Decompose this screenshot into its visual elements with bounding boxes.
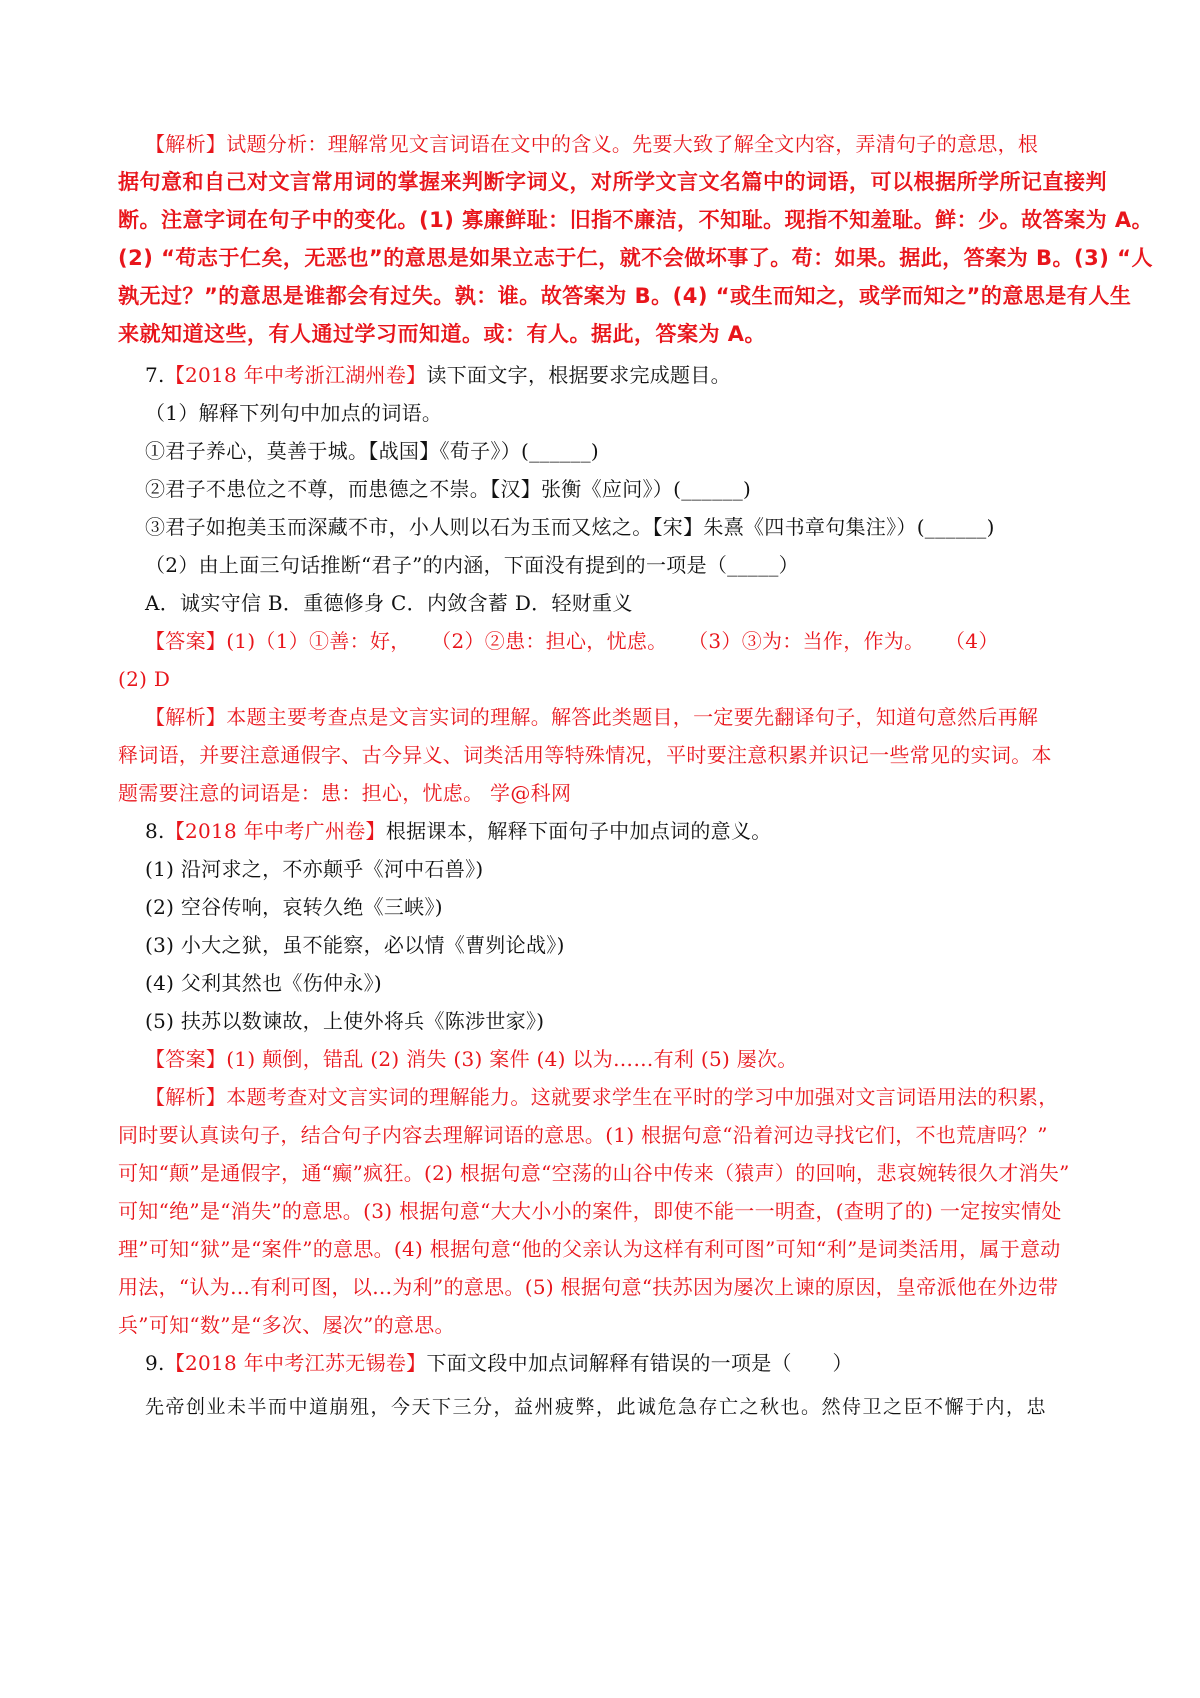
- analysis-text: 本题主要考查点是文言实词的理解。解答此类题目，一定要先翻译句子，知道句意然后再解: [226, 705, 1039, 729]
- question-7-options: A．诚实守信 B．重德修身 C．内敛含蓄 D．轻财重义: [145, 591, 633, 615]
- question-7-answer: [145, 625, 1125, 657]
- question-8-item-4: (4) 父利其然也《伤仲永》): [145, 971, 382, 995]
- question-source: 【2018 年中考浙江湖州卷】: [164, 363, 427, 387]
- question-source: 【2018 年中考广州卷】: [164, 819, 386, 843]
- question-8-analysis-7: 兵”可知“数”是“多次、屡次”的意思。: [118, 1313, 455, 1337]
- analysis-tag: 【解析】: [145, 705, 227, 729]
- question-text: 读下面文字，根据要求完成题目。: [426, 363, 731, 387]
- question-7-header: [145, 359, 1125, 391]
- analysis-tag: 【解析】: [145, 132, 227, 156]
- question-9-passage: 先帝创业未半而中道崩殂，今天下三分，益州疲弊，此诚危急存亡之秋也。然侍卫之臣不懈于内，忠: [145, 1396, 1048, 1418]
- analysis-line-3: 断。注意字词在句子中的变化。(1) 寡廉鲜耻：旧指不廉洁，不知耻。现指不知羞耻。鲜：少。故答案为 A。: [118, 208, 1154, 232]
- question-8-item-3: (3) 小大之狱，虽不能察，必以情《曹刿论战》): [145, 933, 565, 957]
- question-7-analysis-2: 释词语，并要注意通假字、古今异义、词类活用等特殊情况，平时要注意积累并识记一些常见的实词。本: [118, 743, 1052, 767]
- question-7-analysis-3: 题需要注意的词语是：患：担心，忧虑。 学@科网: [118, 781, 572, 805]
- question-text: 根据课本，解释下面句子中加点词的意义。: [385, 819, 772, 843]
- answer-tag: 【答案】: [145, 1047, 227, 1071]
- question-8-item-2: (2) 空谷传响，哀转久绝《三峡》): [145, 895, 443, 919]
- answer-text: (1) 颠倒，错乱 (2) 消失 (3) 案件 (4) 以为……有利 (5) 屡次。: [226, 1047, 798, 1071]
- question-8-analysis-5: 理”可知“狱”是“案件”的意思。(4) 根据句意“他的父亲认为这样有利可图”可知“利”是词类活用，属于意动: [118, 1237, 1061, 1261]
- question-7-analysis: [145, 701, 1125, 733]
- question-7-answer-cont: (2) D: [118, 667, 171, 691]
- question-8-item-5: (5) 扶苏以数谏故，上使外将兵《陈涉世家》): [145, 1009, 545, 1033]
- analysis-text: 本题考查对文言实词的理解能力。这就要求学生在平时的学习中加强对文言词语用法的积累，: [226, 1085, 1059, 1109]
- analysis-line-2: 据句意和自己对文言常用词的掌握来判断字词义，对所学文言文名篇中的词语，可以根据所学所记直接判: [118, 170, 1107, 194]
- question-8-item-1: (1) 沿河求之，不亦颠乎《河中石兽》): [145, 857, 484, 881]
- answer-tag: 【答案】: [145, 629, 227, 653]
- question-7-part-2: （2）由上面三句话推断“君子”的内涵，下面没有提到的一项是（_____）: [145, 553, 799, 577]
- question-8-answer: [145, 1043, 1125, 1075]
- question-8-analysis-2: 同时要认真读句子，结合句子内容去理解词语的意思。(1) 根据句意“沿着河边寻找它们，不也荒唐吗？”: [118, 1123, 1048, 1147]
- question-7-sentence-3: ③君子如抱美玉而深藏不市，小人则以石为玉而又炫之。【宋】朱熹《四书章句集注》）(______): [145, 515, 995, 539]
- question-8-analysis-3: 可知“颠”是通假字，通“癫”疯狂。(2) 根据句意“空荡的山谷中传来（猿声）的回响，悲哀婉转很久才消失”: [118, 1161, 1070, 1185]
- analysis-text: 试题分析：理解常见文言词语在文中的含义。先要大致了解全文内容，弄清句子的意思，根: [226, 132, 1039, 156]
- analysis-line-6: 来就知道这些，有人通过学习而知道。或：有人。据此，答案为 A。: [118, 322, 767, 346]
- question-number: 8.: [145, 819, 165, 843]
- question-7-sentence-1: ①君子养心，莫善于城。【战国】《荀子》）(______): [145, 439, 600, 463]
- question-text: 下面文段中加点词解释有错误的一项是（ ）: [426, 1351, 853, 1375]
- question-8-analysis: [145, 1081, 1125, 1113]
- analysis-line-1: [145, 128, 1125, 160]
- answer-text: (1)（1）①善：好， （2）②患：担心，忧虑。 （3）③为：当作，作为。 （4）: [226, 629, 999, 653]
- question-8-header: [145, 815, 1125, 847]
- question-source: 【2018 年中考江苏无锡卷】: [164, 1351, 427, 1375]
- analysis-tag: 【解析】: [145, 1085, 227, 1109]
- question-8-analysis-4: 可知“绝”是“消失”的意思。(3) 根据句意“大大小小的案件，即使不能一一明查，(查明了的) 一定按实情处: [118, 1199, 1062, 1223]
- analysis-line-5: 孰无过？”的意思是谁都会有过失。孰：谁。故答案为 B。(4) “或生而知之，或学而知之”的意思是有人生: [118, 284, 1132, 308]
- question-7-sentence-2: ②君子不患位之不尊，而患德之不崇。【汉】张衡《应问》）(______): [145, 477, 752, 501]
- question-number: 7.: [145, 363, 165, 387]
- analysis-line-4: (2) “苟志于仁矣，无恶也”的意思是如果立志于仁，就不会做坏事了。苟：如果。据此，答案为 B。(3) “人: [118, 246, 1153, 270]
- question-7-part-1: （1）解释下列句中加点的词语。: [145, 401, 443, 425]
- question-number: 9.: [145, 1351, 165, 1375]
- question-9-header: [145, 1347, 1125, 1379]
- question-8-analysis-6: 用法，“认为…有利可图，以…为利”的意思。(5) 根据句意“扶苏因为屡次上谏的原因，皇帝派他在外边带: [118, 1275, 1059, 1299]
